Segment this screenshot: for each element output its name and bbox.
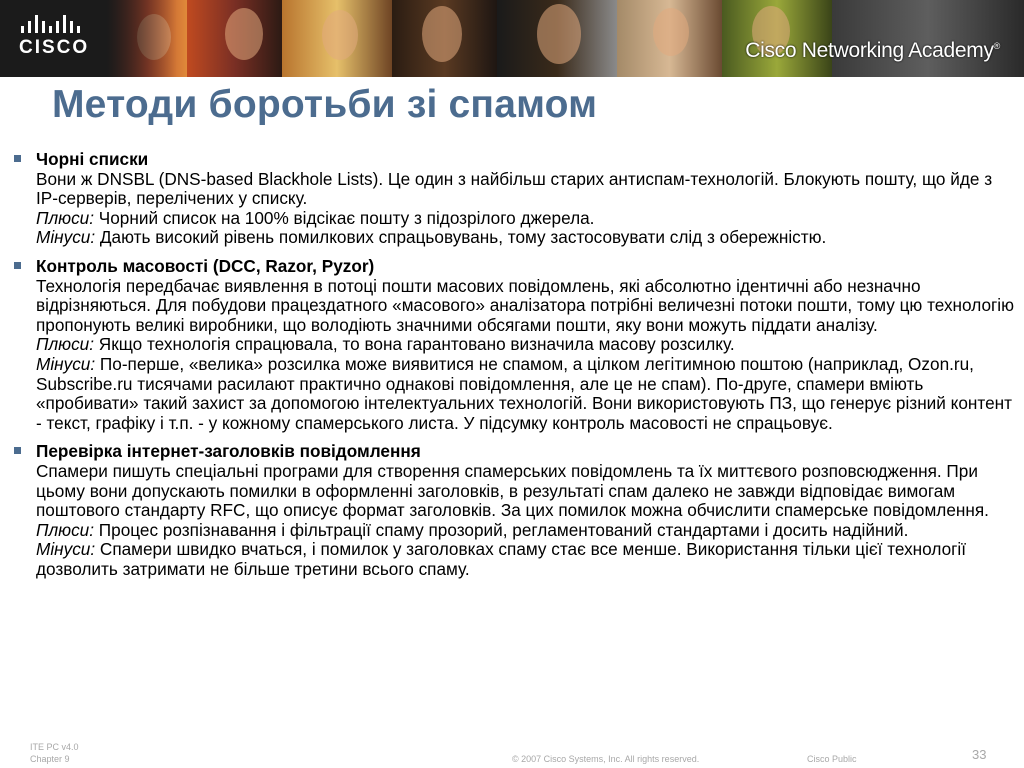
banner-fade xyxy=(107,0,177,77)
pros-text: Якщо технологія спрацювала, то вона гарантовано визначила масову розсилку. xyxy=(98,334,735,355)
square-bullet-icon xyxy=(14,447,21,454)
header-banner xyxy=(0,0,1024,77)
banner-photo-6 xyxy=(617,0,722,77)
cons-text: По-перше, «велика» розсилка може виявитися не спамом, а цілком легітимною поштою (наприклад, Ozon.ru, Subscribe.ru тисячами расилают практично однакові повідомлення, але це не спам). По-друге, спамери вміють «пробивати» такий захист за допомогою інтелектуальних технологій. Вони використовують ПЗ, що генерує різний контент - текст, графіку і т.п. - у кожному спамерського листа. У підсумку контроль масовості не спрацьовує. xyxy=(36,353,1013,433)
square-bullet-icon xyxy=(14,155,21,162)
cons-text: Дають високий рівень помилкових спрацьовувань, тому застосовувати слід з обережністю. xyxy=(99,227,827,248)
cons-label: Мінуси: xyxy=(36,539,96,560)
item-pros xyxy=(36,335,1018,355)
item-title: Чорні списки xyxy=(36,149,149,169)
pros-text: Чорний список на 100% відсікає пошту з підозрілого джерела. xyxy=(98,207,595,228)
cons-text: Спамери швидко вчаться, і помилок у заголовках спаму стає все менше. Використання тільки цієї технології дозволить затримати не більше третини всього спаму. xyxy=(36,539,966,579)
slide-content xyxy=(14,150,1018,588)
networking-academy-label xyxy=(745,39,1000,63)
list-item-header-check xyxy=(14,442,1018,579)
pros-label: Плюси: xyxy=(36,334,94,355)
item-cons xyxy=(36,355,1018,433)
banner-photo-4 xyxy=(392,0,497,77)
item-pros xyxy=(36,209,1018,229)
cons-label: Мінуси: xyxy=(36,227,96,248)
banner-photo-5 xyxy=(497,0,617,77)
cons-label: Мінуси: xyxy=(36,353,96,374)
cisco-logo xyxy=(19,15,99,63)
list-item-blacklists xyxy=(14,150,1018,248)
slide-footer xyxy=(0,740,1024,768)
page-number: 33 xyxy=(972,747,987,762)
item-description: Вони ж DNSBL (DNS-based Blackhole Lists). Це один з найбільш старих антиспам-технологій. Блокують пошту, що йде з IP-серверів, перелічених у списку. xyxy=(36,168,993,209)
academy-text: Cisco Networking Academy xyxy=(745,39,994,62)
item-pros xyxy=(36,521,1018,541)
footer-course: ITE PC v4.0 xyxy=(30,742,79,752)
footer-classification: Cisco Public xyxy=(807,754,857,764)
pros-label: Плюси: xyxy=(36,207,94,228)
registered-mark: ® xyxy=(993,41,1000,51)
list-item-mass-control xyxy=(14,257,1018,433)
cisco-logo-bars-icon xyxy=(21,15,99,33)
item-title: Контроль масовості (DCC, Razor, Pyzor) xyxy=(36,255,375,276)
footer-chapter: Chapter 9 xyxy=(30,754,70,764)
item-cons xyxy=(36,540,1018,579)
cisco-logo-text: CISCO xyxy=(19,37,90,58)
item-title: Перевірка інтернет-заголовків повідомлення xyxy=(36,441,421,462)
item-description: Спамери пишуть спеціальні програми для створення спамерських повідомлень та їх миттєвого розповсюдження. При цьому вони допускають помилки в оформленні заголовків, в результаті спам далеко не завжди відповідає вимогам поштового стандарту RFC, що описує формат заголовків. За цих помилок можна обчислити спамерське повідомлення. xyxy=(36,460,989,521)
pros-text: Процес розпізнавання і фільтрації спаму прозорий, регламентований стандартами і досить надійний. xyxy=(98,519,909,540)
banner-photo-2 xyxy=(187,0,282,77)
item-cons xyxy=(36,228,1018,248)
slide-title: Методи боротьби зі спамом xyxy=(52,83,598,126)
square-bullet-icon xyxy=(14,262,21,269)
pros-label: Плюси: xyxy=(36,519,94,540)
banner-photo-3 xyxy=(282,0,392,77)
footer-copyright: © 2007 Cisco Systems, Inc. All rights reserved. xyxy=(512,754,700,764)
item-description: Технологія передбачає виявлення в потоці пошти масових повідомлень, які абсолютно ідентичні або незначно відрізняються. Для побудови працездатного «масового» аналізатора потрібні величезні потоки пошти, тому цю технологію пропонують великі виробники, що володіють значними обсягами пошти, яку вони можуть піддати аналізу. xyxy=(36,275,1014,335)
